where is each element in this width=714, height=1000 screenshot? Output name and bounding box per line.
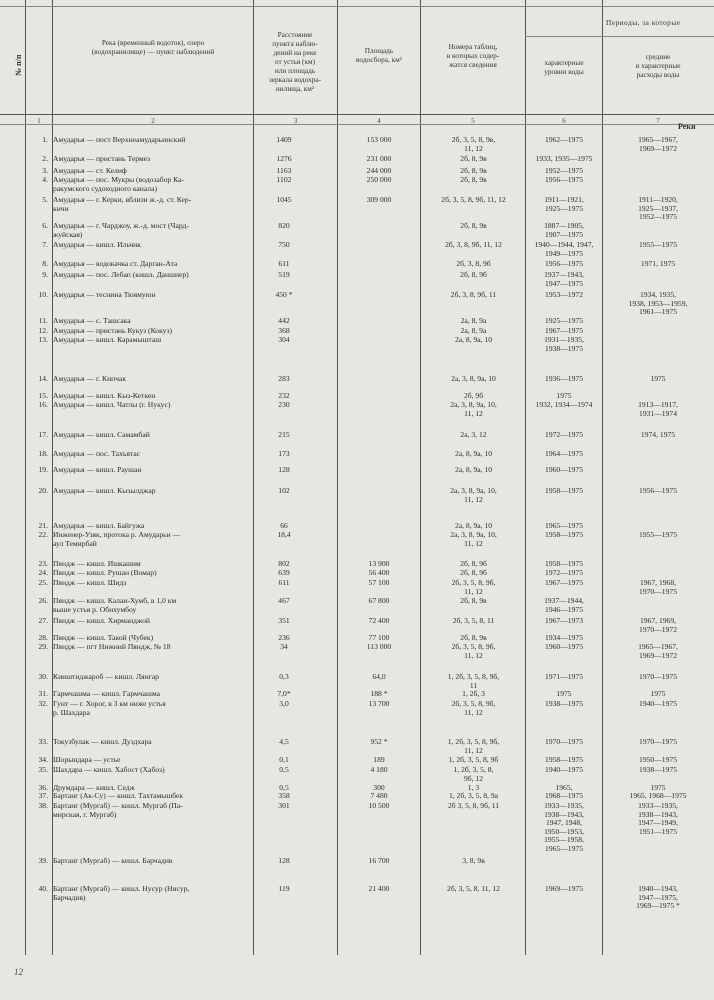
cell-levels: 1972—1975	[545, 568, 583, 577]
cell-area: 4 180	[370, 765, 388, 774]
cell-tables: 2а, 3, 8, 9а, 10	[451, 374, 496, 383]
cell-tables: 2а, 3, 12	[460, 430, 487, 439]
cell-levels: 1932, 1934—1974	[535, 400, 593, 409]
colnum-5: 5	[471, 117, 475, 125]
cell-flows: 1933—1935, 1938—1943, 1947—1949, 1951—1975	[638, 801, 678, 836]
cell-name: Амударья — водокачка ст. Дарган-Ата	[53, 259, 178, 268]
cell-levels: 1887—1905, 1907—1975	[544, 221, 584, 239]
flows-header: средние и характерные расходы воды	[635, 52, 681, 79]
cell-name: Пяндж — пгт Нижний Пяндж, № 18	[53, 642, 171, 651]
cell-tables: 3, 8, 9в	[462, 856, 485, 865]
cell-dist: 236	[278, 633, 290, 642]
cell-name: Амударья — кишл. Байгужа	[53, 521, 145, 530]
cell-tables: 2б, 3, 5, 8, 9б, 11, 12	[451, 642, 496, 660]
cell-tables: 2б, 8, 9в	[460, 596, 487, 605]
column-rule	[25, 0, 26, 955]
cell-dist: 4,5	[279, 737, 289, 746]
cell-n: 8.	[42, 259, 48, 268]
cell-n: 31.	[38, 689, 48, 698]
levels-header: характерные уровни воды	[544, 58, 584, 76]
cell-dist: 128	[278, 465, 290, 474]
cell-name: Амударья — г. Керки, вблизи ж.-д. ст. Кер- кичи	[53, 195, 192, 213]
cell-flows: 1975	[650, 689, 666, 698]
cell-levels: 1940—1975	[545, 765, 583, 774]
cell-levels: 1972—1975	[545, 430, 583, 439]
cell-tables: 2а, 8, 9а	[460, 316, 487, 325]
cell-area: 57 100	[368, 578, 390, 587]
cell-flows: 1967, 1969, 1970—1972	[639, 616, 677, 634]
cell-n: 13.	[38, 335, 48, 344]
cell-name: Пяндж — кишл. Хирманджой	[53, 616, 150, 625]
cell-levels: 1940—1944, 1947, 1949—1975	[534, 240, 594, 258]
cell-levels: 1956—1975	[545, 259, 583, 268]
cell-tables: 2б 3, 5, 8, 9б, 11	[447, 801, 500, 810]
cell-levels: 1933—1935, 1938—1943, 1947, 1948, 1950—1953, 1955—1958, 1965—1975	[544, 801, 584, 853]
colnum-6: 6	[562, 117, 566, 125]
cell-tables: 2а, 3, 8, 9а, 10, 11, 12	[450, 530, 497, 548]
cell-n: 2.	[42, 154, 48, 163]
cell-n: 30.	[38, 672, 48, 681]
cell-n: 34.	[38, 755, 48, 764]
colnum-1: 1	[37, 117, 41, 125]
cell-flows: 1938—1975	[639, 765, 677, 774]
section-label: Реки	[678, 122, 696, 131]
cell-name: Кииштиджароб — кишл. Лянгар	[53, 672, 159, 681]
river-header: Река (временный водоток), озеро (водохранилище) — пункт наблюдений	[91, 38, 215, 56]
cell-dist: 750	[278, 240, 290, 249]
cell-name: Инженер-Узяк, протока р. Амударьи — аул Темирбай	[53, 530, 181, 548]
cell-flows: 1970—1975	[639, 737, 677, 746]
cell-flows: 1950—1975	[639, 755, 677, 764]
cell-flows: 1955—1975	[639, 530, 677, 539]
cell-name: Амударья — пос. Мукры (водозабор Ка- ракумского судоходного канала)	[53, 175, 184, 193]
cell-area: 64,0	[372, 672, 386, 681]
cell-levels: 1934—1975	[545, 633, 583, 642]
cell-levels: 1937—1943, 1947—1975	[544, 270, 584, 288]
cell-tables: 2б, 8, 9б	[460, 270, 487, 279]
cell-area: 77 100	[368, 633, 390, 642]
cell-levels: 1925—1975	[545, 316, 583, 325]
cell-name: Бартанг (Мургаб) — кишл. Мургаб (Па- мирская, г. Мургаб)	[53, 801, 183, 819]
cell-tables: 2б, 8, 9в	[460, 221, 487, 230]
cell-name: Амударья — г. Кипчак	[53, 374, 127, 383]
cell-levels: 1965—1975	[545, 521, 583, 530]
cell-levels: 1967—1975	[545, 326, 583, 335]
cell-area: 952 *	[370, 737, 388, 746]
cell-name: Шорындара — устье	[53, 755, 121, 764]
periods-header: Периоды, за которые	[606, 18, 681, 27]
cell-tables: 2а, 3, 8, 9а, 10, 11, 12	[450, 400, 497, 418]
cell-area: 244 000	[366, 166, 392, 175]
cell-name: Гармчашма — кишл. Гармчашма	[53, 689, 161, 698]
cell-levels: 1960—1975	[545, 465, 583, 474]
cell-tables: 1, 3	[467, 783, 480, 792]
cell-name: Амударья — кишл. Самамбай	[53, 430, 150, 439]
cell-n: 21.	[38, 521, 48, 530]
cell-dist: 0,5	[279, 765, 289, 774]
cell-dist: 119	[278, 884, 290, 893]
cell-dist: 1276	[276, 154, 292, 163]
cell-area: 56 400	[368, 568, 390, 577]
cell-name: Амударья — пос. Тахъятас	[53, 449, 141, 458]
cell-tables: 2б, 3, 5, 8, 9б, 11, 12	[451, 699, 496, 717]
cell-n: 32.	[38, 699, 48, 708]
cell-name: Амударья — пос. Лебап (кишл. Даншнер)	[53, 270, 189, 279]
cell-tables: 2б, 8, 9в	[460, 175, 487, 184]
cell-area: 10 500	[368, 801, 390, 810]
cell-levels: 1968—1975	[545, 791, 583, 800]
cell-name: Амударья — г. Чарджоу, ж.-д. мост (Чард- жуйская)	[53, 221, 189, 239]
cell-tables: 2а, 8, 9а, 10	[454, 449, 493, 458]
cell-dist: 351	[278, 616, 290, 625]
cell-tables: 2а, 8, 9а, 10	[454, 465, 493, 474]
cell-dist: 66	[280, 521, 288, 530]
cell-dist: 1102	[276, 175, 292, 184]
cell-name: Пяндж — кишл. Ишкашим	[53, 559, 141, 568]
cell-n: 9.	[42, 270, 48, 279]
cell-tables: 2б, 3, 8, 9б	[456, 259, 491, 268]
cell-dist: 467	[278, 596, 290, 605]
cell-tables: 2а, 3, 8, 9а, 10, 11, 12	[450, 486, 497, 504]
cell-n: 3.	[42, 166, 48, 175]
cell-tables: 2б, 8, 9в	[460, 633, 487, 642]
cell-name: Амударья — пристань Термез	[53, 154, 151, 163]
cell-name: Амударья — с. Ташсака	[53, 316, 131, 325]
cell-tables: 2б, 8, 9б	[460, 568, 487, 577]
cell-n: 27.	[38, 616, 48, 625]
area-header: Площадь водосбора, км²	[356, 46, 402, 64]
cell-n: 17.	[38, 430, 48, 439]
cell-n: 12.	[38, 326, 48, 335]
cell-dist: 304	[278, 335, 290, 344]
cell-levels: 1975	[556, 391, 572, 400]
cell-name: Токузбулак — кишл. Дуздхара	[53, 737, 152, 746]
cell-levels: 1967—1973	[545, 616, 583, 625]
cell-name: Амударья — пристань Кукуз (Кокуз)	[53, 326, 172, 335]
cell-levels: 1975	[556, 689, 572, 698]
cell-name: Бартанг (Мургаб) — кишл. Барчадив	[53, 856, 173, 865]
cell-area: 113 000	[366, 642, 392, 651]
cell-flows: 1967, 1968, 1970—1975	[639, 578, 677, 596]
colnum-2: 2	[151, 117, 155, 125]
header-bottom-rule	[0, 114, 714, 115]
cell-n: 24.	[38, 568, 48, 577]
cell-levels: 1969—1975	[545, 884, 583, 893]
cell-name: Пяндж — кишл. Калаи-Хумб, в 1,0 км выше устья р. Обихумбоу	[53, 596, 177, 614]
cell-levels: 1931—1935, 1938—1975	[544, 335, 584, 353]
cell-dist: 102	[278, 486, 290, 495]
cell-dist: 232	[278, 391, 290, 400]
cell-n: 35.	[38, 765, 48, 774]
cell-dist: 3,0	[279, 699, 289, 708]
cell-name: Амударья — теснина Тюямуюн	[53, 290, 156, 299]
cell-dist: 802	[278, 559, 290, 568]
cell-name: Бартанг (Ак-Су) — кишл. Тахтамышбек	[53, 791, 184, 800]
cell-n: 19.	[38, 465, 48, 474]
cell-dist: 442	[278, 316, 290, 325]
cell-area: 153 000	[366, 135, 392, 144]
cell-dist: 0,3	[279, 672, 289, 681]
cell-area: 7 480	[370, 791, 388, 800]
cell-flows: 1975	[650, 374, 666, 383]
cell-area: 300	[373, 783, 385, 792]
cell-dist: 301	[278, 801, 290, 810]
cell-flows: 1970—1975	[639, 672, 677, 681]
cell-dist: 283	[278, 374, 290, 383]
cell-dist: 611	[278, 259, 290, 268]
cell-area: 67 800	[368, 596, 390, 605]
cell-tables: 2б, 8, 9в	[460, 166, 487, 175]
cell-flows: 1956—1975	[639, 486, 677, 495]
cell-levels: 1933, 1935—1975	[535, 154, 593, 163]
cell-levels: 1960—1975	[545, 642, 583, 651]
cell-flows: 1913—1917, 1931—1974	[638, 400, 678, 418]
cell-name: Амударья — пост Верхнеамударьинский	[53, 135, 186, 144]
header-top-rule	[0, 6, 714, 7]
cell-area: 189	[373, 755, 385, 764]
cell-tables: 1, 2б, 3, 5, 8, 9а	[449, 791, 498, 800]
cell-n: 36.	[38, 783, 48, 792]
cell-flows: 1940—1975	[639, 699, 677, 708]
cell-dist: 1163	[276, 166, 292, 175]
cell-n: 18.	[38, 449, 48, 458]
cell-name: Пяндж — кишл. Такой (Чубек)	[53, 633, 154, 642]
cell-n: 23.	[38, 559, 48, 568]
colnum-4: 4	[377, 117, 381, 125]
periods-rule	[525, 36, 714, 37]
cell-name: Шахдара — кишл. Хабост (Хабоз)	[53, 765, 165, 774]
cell-area: 309 000	[366, 195, 392, 204]
cell-tables: 2б, 8, 9в	[460, 154, 487, 163]
cell-n: 37.	[38, 791, 48, 800]
cell-levels: 1970—1975	[545, 737, 583, 746]
cell-tables: 2б, 8, 9б	[460, 559, 487, 568]
cell-n: 25.	[38, 578, 48, 587]
cell-dist: 230	[278, 400, 290, 409]
cell-name: Амударья — кишл. Кыз-Кеткен	[53, 391, 156, 400]
cell-levels: 1962—1975	[545, 135, 583, 144]
cell-n: 10.	[38, 290, 48, 299]
cell-flows: 1965—1967, 1969—1972	[638, 135, 678, 153]
cell-n: 15.	[38, 391, 48, 400]
cell-n: 1.	[42, 135, 48, 144]
cell-n: 33.	[38, 737, 48, 746]
cell-n: 6.	[42, 221, 48, 230]
cell-tables: 2б, 3, 5, 8, 9б, 11, 12	[441, 195, 506, 204]
cell-area: 13 700	[368, 699, 390, 708]
cell-dist: 7,0*	[277, 689, 291, 698]
cell-name: Амударья — кишл. Ильчик	[53, 240, 141, 249]
cell-n: 40.	[38, 884, 48, 893]
cell-n: 4.	[42, 175, 48, 184]
cell-flows: 1965, 1968—1975	[629, 791, 687, 800]
cell-n: 7.	[42, 240, 48, 249]
num-header: № п/п	[14, 54, 23, 76]
cell-tables: 2б, 3, 5, 8, 11, 12	[447, 884, 500, 893]
cell-flows: 1971, 1975	[640, 259, 676, 268]
cell-tables: 2б, 3, 8, 9б, 11, 12	[445, 240, 502, 249]
cell-n: 28.	[38, 633, 48, 642]
cell-tables: 2б, 3, 8, 9б, 11	[450, 290, 497, 299]
cell-area: 21 400	[368, 884, 390, 893]
cell-tables: 2б, 3, 5, 8, 9б, 11, 12	[451, 578, 496, 596]
colnum-3: 3	[293, 117, 298, 125]
cell-levels: 1937—1944, 1946—1975	[544, 596, 584, 614]
cell-area: 16 700	[368, 856, 390, 865]
cell-n: 20.	[38, 486, 48, 495]
cell-name: Амударья — кишл. Раушан	[53, 465, 142, 474]
cell-tables: 2а, 8, 9а, 10	[454, 521, 493, 530]
cell-area: 188 *	[370, 689, 388, 698]
cell-levels: 1958—1975	[545, 755, 583, 764]
cell-dist: 611	[278, 578, 290, 587]
cell-dist: 450 *	[275, 290, 293, 299]
cell-dist: 173	[278, 449, 290, 458]
cell-flows: 1940—1943, 1947—1975, 1969—1975 *	[636, 884, 680, 911]
cell-levels: 1936—1975	[545, 374, 583, 383]
cell-n: 29.	[38, 642, 48, 651]
cell-flows: 1934, 1935, 1938, 1953—1959, 1961—1975	[628, 290, 688, 317]
cell-levels: 1956—1975	[545, 175, 583, 184]
colnum-7: 7	[656, 117, 660, 125]
cell-name: Бартанг (Мургаб) — кишл. Нусур (Нисур, Барчадив)	[53, 884, 190, 902]
cell-name: Пяндж — кишл. Шидз	[53, 578, 127, 587]
tables-header: Номера таблиц, в которых содер- жатся сведения	[446, 42, 500, 69]
cell-area: 231 000	[366, 154, 392, 163]
cell-dist: 358	[278, 791, 290, 800]
cell-tables: 1, 2б, 3	[462, 689, 485, 698]
cell-tables: 1, 2б, 3, 5, 8, 9б, 11, 12	[447, 737, 500, 755]
cell-dist: 34	[280, 642, 288, 651]
cell-dist: 18,4	[277, 530, 291, 539]
cell-n: 38.	[38, 801, 48, 810]
cell-dist: 128	[278, 856, 290, 865]
cell-name: Амударья — кишл. Кызылджар	[53, 486, 156, 495]
cell-name: Амударья — кишл. Чатлы (г. Нукус)	[53, 400, 171, 409]
cell-levels: 1971—1975	[545, 672, 583, 681]
cell-levels: 1958—1975	[545, 530, 583, 539]
cell-dist: 0,1	[279, 755, 289, 764]
distance-header: Расстояние пункта наблю- дений на реке от устья (км) или площадь зеркала водохра- нилища, км²	[268, 30, 322, 93]
cell-flows: 1955—1975	[639, 240, 677, 249]
cell-dist: 1409	[276, 135, 292, 144]
cell-n: 26.	[38, 596, 48, 605]
cell-tables: 2б, 3, 5, 8, 11	[452, 616, 495, 625]
cell-dist: 820	[278, 221, 290, 230]
cell-n: 11.	[38, 316, 48, 325]
cell-area: 250 000	[366, 175, 392, 184]
cell-levels: 1911—1921, 1925—1975	[544, 195, 584, 213]
cell-levels: 1964—1975	[545, 449, 583, 458]
cell-name: Амударья — кишл. Карамышташ	[53, 335, 162, 344]
cell-n: 39.	[38, 856, 48, 865]
cell-dist: 519	[278, 270, 290, 279]
cell-levels: 1967—1975	[545, 578, 583, 587]
cell-tables: 1, 2б, 3, 5, 8, 9б	[448, 755, 499, 764]
cell-n: 22.	[38, 530, 48, 539]
cell-area: 13 900	[368, 559, 390, 568]
cell-tables: 2б, 9б	[463, 391, 484, 400]
cell-flows: 1965—1967, 1969—1972	[638, 642, 678, 660]
cell-flows: 1975	[650, 783, 666, 792]
cell-n: 5.	[42, 195, 48, 204]
cell-name: Амударья — ст. Келиф	[53, 166, 127, 175]
page-number: 12	[14, 967, 23, 977]
cell-n: 16.	[38, 400, 48, 409]
cell-dist: 215	[278, 430, 290, 439]
cell-flows: 1911—1920, 1925—1937, 1952—1975	[638, 195, 678, 222]
cell-levels: 1958—1975	[545, 486, 583, 495]
cell-tables: 1, 2б, 3, 5, 8, 9б, 12	[453, 765, 494, 783]
cell-name: Пяндж — кишл. Рушан (Вомар)	[53, 568, 157, 577]
cell-dist: 0,5	[279, 783, 289, 792]
cell-levels: 1965,	[555, 783, 573, 792]
cell-tables: 2а, 8, 9а, 10	[454, 335, 493, 344]
cell-tables: 1, 2б, 3, 5, 8, 9б, 11	[447, 672, 500, 690]
cell-levels: 1953—1972	[545, 290, 583, 299]
cell-tables: 2б, 3, 5, 8, 9в, 11, 12	[451, 135, 496, 153]
cell-name: Друмдара — кишл. Седж	[53, 783, 135, 792]
cell-levels: 1938—1975	[545, 699, 583, 708]
cell-n: 14.	[38, 374, 48, 383]
cell-tables: 2а, 8, 9а	[460, 326, 487, 335]
cell-levels: 1958—1975	[545, 559, 583, 568]
cell-area: 72 400	[368, 616, 390, 625]
cell-levels: 1952—1975	[545, 166, 583, 175]
cell-dist: 639	[278, 568, 290, 577]
cell-dist: 1045	[276, 195, 292, 204]
cell-dist: 368	[278, 326, 290, 335]
cell-name: Гунт — г. Хорог, в 3 км ниже устья р. Шахдара	[53, 699, 166, 717]
cell-flows: 1974, 1975	[640, 430, 676, 439]
